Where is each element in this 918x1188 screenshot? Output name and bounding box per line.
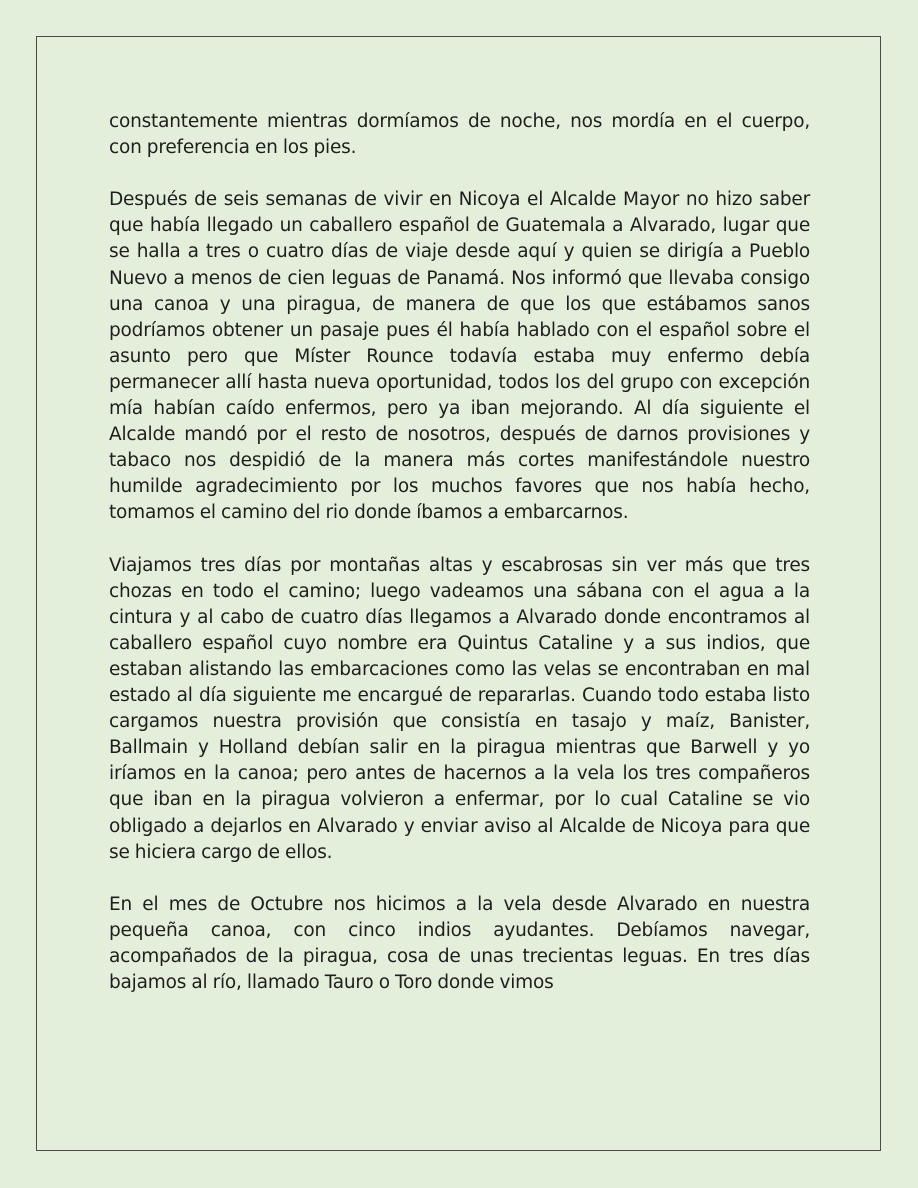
- paragraph-1: constantemente mientras dormíamos de noche, nos mordía en el cuerpo, con preferencia en los pies.: [109, 111, 810, 159]
- document-body: [109, 109, 810, 996]
- paragraph-3: Viajamos tres días por montañas altas y escabrosas sin ver más que tres chozas en todo el camino; luego vadeamos una sábana con el agua a la cintura y al cabo de cuatro días llegamos a Alvarado donde encontramos al caballero español cuyo nombre era Quintus Cataline y a sus indios, que estaban alistando las embarcaciones como las velas se encontraban en mal estado al día siguiente me encargué de repararlas. Cuando todo estaba listo cargamos nuestra provisión que consistía en tasajo y maíz, Banister, Ballmain y Holland debían salir en la piragua mientras que Barwell y yo iríamos en la canoa; pero antes de hacernos a la vela los tres compañeros que iban en la piragua volvieron a enfermar, por lo cual Cataline se vio obligado a dejarlos en Alvarado y enviar aviso al Alcalde de Nicoya para que se hiciera cargo de ellos.: [109, 554, 810, 863]
- paragraph-4: En el mes de Octubre nos hicimos a la vela desde Alvarado en nuestra pequeña canoa, con cinco indios ayudantes. Debíamos navegar, acompañados de la piragua, cosa de unas trecientas leguas. En tres días bajamos al río, llamado Tauro o Toro donde vimos: [109, 893, 810, 994]
- paragraph-2: Después de seis semanas de vivir en Nicoya el Alcalde Mayor no hizo saber que había llegado un caballero español de Guatemala a Alvarado, lugar que se halla a tres o cuatro días de viaje desde aquí y quien se dirigía a Pueblo Nuevo a menos de cien leguas de Panamá. Nos informó que llevaba consigo una canoa y una piragua, de manera de que los que estábamos sanos podríamos obtener un pasaje pues él había hablado con el español sobre el asunto pero que Míster Rounce todavía estaba muy enfermo debía permanecer allí hasta nueva oportunidad, todos los del grupo con excepción mía habían caído enfermos, pero ya iban mejorando. Al día siguiente el Alcalde mandó por el resto de nosotros, después de darnos provisiones y tabaco nos despidió de la manera más cortes manifestándole nuestro humilde agradecimiento por los muchos favores que nos había hecho, tomamos el camino del rio donde íbamos a embarcarnos.: [109, 189, 810, 524]
